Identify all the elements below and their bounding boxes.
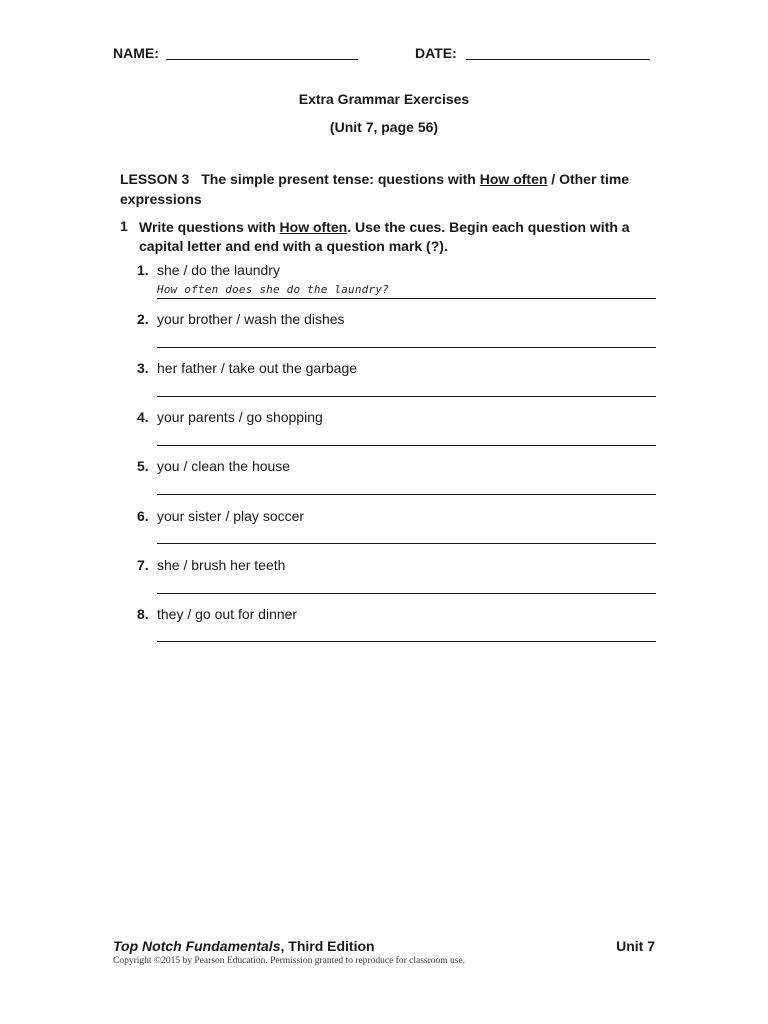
answer-line[interactable] bbox=[157, 593, 656, 594]
book-edition: , Third Edition bbox=[280, 938, 375, 954]
item-number: 7. bbox=[137, 557, 149, 573]
answer-line[interactable] bbox=[157, 445, 656, 446]
item-cue: she / brush her teeth bbox=[157, 557, 286, 573]
book-title: Top Notch Fundamentals bbox=[113, 938, 281, 954]
instruction-before: Write questions with bbox=[139, 219, 280, 235]
name-field[interactable] bbox=[166, 59, 358, 60]
answer-line[interactable] bbox=[157, 543, 656, 544]
sample-answer: How often does she do the laundry? bbox=[157, 283, 389, 296]
page-title: Extra Grammar Exercises bbox=[298, 91, 470, 107]
answer-line[interactable] bbox=[157, 641, 656, 642]
item-cue: your parents / go shopping bbox=[157, 409, 323, 425]
page-subtitle: (Unit 7, page 56) bbox=[329, 119, 439, 135]
instruction-underlined: How often bbox=[279, 219, 348, 235]
item-number: 4. bbox=[137, 409, 149, 425]
footer-book bbox=[113, 938, 375, 954]
item-number: 1. bbox=[137, 262, 149, 278]
lesson-heading bbox=[120, 169, 660, 209]
answer-line[interactable] bbox=[157, 347, 656, 348]
answer-line[interactable] bbox=[157, 298, 656, 299]
instruction-after: . Use the cues. Begin each question with a capital letter and end with a question mark (?). bbox=[139, 219, 630, 254]
date-label: DATE: bbox=[415, 45, 457, 61]
item-cue: your brother / wash the dishes bbox=[157, 311, 345, 327]
lesson-text-underlined: How often bbox=[479, 171, 548, 187]
name-label: NAME: bbox=[113, 45, 159, 61]
item-cue: you / clean the house bbox=[157, 458, 291, 474]
lesson-text-after: / Other time expressions bbox=[120, 171, 630, 207]
copyright-notice: Copyright ©2015 by Pearson Education. Permission granted to reproduce for classroom use. bbox=[113, 956, 466, 966]
item-number: 6. bbox=[137, 508, 149, 524]
item-number: 3. bbox=[137, 360, 149, 376]
item-number: 2. bbox=[137, 311, 149, 327]
item-cue: her father / take out the garbage bbox=[157, 360, 358, 376]
item-number: 8. bbox=[137, 606, 149, 622]
item-cue: your sister / play soccer bbox=[157, 508, 305, 524]
exercise-number: 1 bbox=[120, 218, 128, 234]
lesson-number: LESSON 3 bbox=[120, 171, 190, 187]
date-field[interactable] bbox=[466, 59, 650, 60]
item-cue: they / go out for dinner bbox=[157, 606, 298, 622]
answer-line[interactable] bbox=[157, 396, 656, 397]
lesson-text-before: The simple present tense: questions with bbox=[201, 171, 480, 187]
exercise-instruction bbox=[139, 218, 649, 256]
answer-line[interactable] bbox=[157, 494, 656, 495]
item-number: 5. bbox=[137, 458, 149, 474]
footer-unit: Unit 7 bbox=[616, 938, 655, 954]
item-cue: she / do the laundry bbox=[157, 262, 280, 278]
